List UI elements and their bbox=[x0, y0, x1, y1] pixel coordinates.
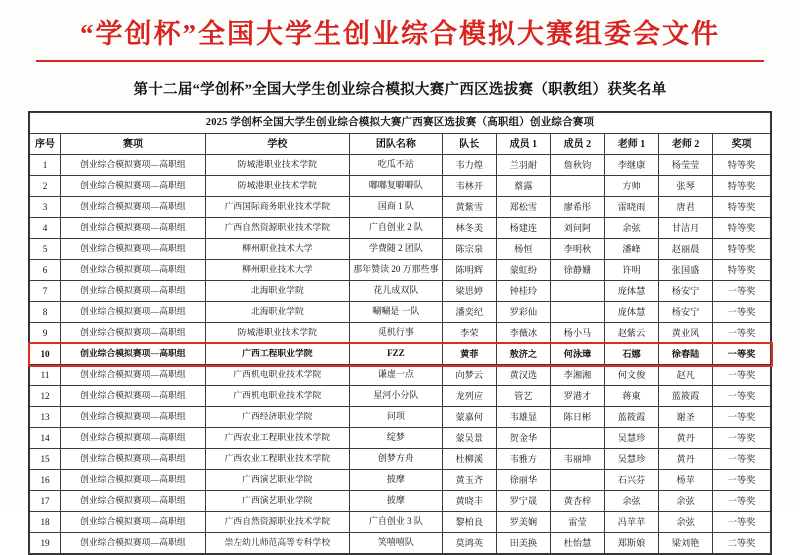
table-cell: 赵丽晨 bbox=[659, 239, 713, 260]
table-cell: 特等奖 bbox=[713, 197, 771, 218]
table-cell: 绽梦 bbox=[350, 428, 443, 449]
table-cell: 向梦云 bbox=[442, 365, 496, 386]
table-cell: 广西农业工程职业技术学院 bbox=[205, 449, 350, 470]
masthead-title: “学创杯”全国大学生创业综合模拟大赛组委会文件 bbox=[80, 19, 720, 49]
table-cell: 陈日彬 bbox=[550, 407, 604, 428]
column-header-team: 团队名称 bbox=[350, 134, 443, 155]
table-cell: 柳州职业技术大学 bbox=[205, 260, 350, 281]
column-header-teacher2: 老师 2 bbox=[659, 134, 713, 155]
table-cell: 11 bbox=[30, 365, 61, 386]
table-cell: 徐静姗 bbox=[550, 260, 604, 281]
table-cell: 韦雄显 bbox=[496, 407, 550, 428]
table-cell: 黄丹 bbox=[659, 449, 713, 470]
table-cell: 余弦 bbox=[659, 491, 713, 512]
table-row bbox=[30, 470, 771, 491]
table-cell: 特等奖 bbox=[713, 218, 771, 239]
table-row bbox=[30, 407, 771, 428]
table-cell: 二等奖 bbox=[713, 533, 771, 554]
table-cell: 罗美娴 bbox=[496, 512, 550, 533]
table-cell: 广西自然资源职业技术学院 bbox=[205, 512, 350, 533]
table-cell: 陈明辉 bbox=[442, 260, 496, 281]
table-cell: 余弦 bbox=[604, 491, 658, 512]
table-cell: 吃瓜不站 bbox=[350, 155, 443, 176]
table-subtitle: 2025 学创杯全国大学生创业综合模拟大赛广西赛区选拔赛（高职组）创业综合赛项 bbox=[30, 113, 771, 134]
table-cell: 13 bbox=[30, 407, 61, 428]
table-cell: 何泳璋 bbox=[550, 344, 604, 365]
table-cell: 广西国际商务职业技术学院 bbox=[205, 197, 350, 218]
table-row bbox=[30, 218, 771, 239]
table-cell: 罗彩仙 bbox=[496, 302, 550, 323]
column-header-index: 序号 bbox=[30, 134, 61, 155]
table-cell: 潘峰 bbox=[604, 239, 658, 260]
table-cell: 刘问阿 bbox=[550, 218, 604, 239]
table-cell: 16 bbox=[30, 470, 61, 491]
table-row bbox=[30, 386, 771, 407]
table-cell: 特等奖 bbox=[713, 239, 771, 260]
table-cell: 广西经济职业学院 bbox=[205, 407, 350, 428]
table-row bbox=[30, 344, 771, 365]
table-cell: 一等奖 bbox=[713, 323, 771, 344]
table-cell: 广西演艺职业学院 bbox=[205, 470, 350, 491]
table-cell: 谢圣 bbox=[659, 407, 713, 428]
table-cell: 敖济之 bbox=[496, 344, 550, 365]
table-cell: 黄菲 bbox=[442, 344, 496, 365]
table-cell: 徐春陆 bbox=[659, 344, 713, 365]
table-cell: 蒙吴景 bbox=[442, 428, 496, 449]
table-cell bbox=[550, 470, 604, 491]
table-cell: 广西工程职业学院 bbox=[205, 344, 350, 365]
table-cell: 创业综合模拟赛项—高职组 bbox=[61, 344, 206, 365]
table-cell: FZZ bbox=[350, 344, 443, 365]
column-header-teacher1: 老师 1 bbox=[604, 134, 658, 155]
table-cell: 黎柏良 bbox=[442, 512, 496, 533]
table-cell: 创业综合模拟赛项—高职组 bbox=[61, 407, 206, 428]
table-cell: 赵凡 bbox=[659, 365, 713, 386]
table-cell: 北海职业学院 bbox=[205, 281, 350, 302]
table-cell: 创业综合模拟赛项—高职组 bbox=[61, 428, 206, 449]
table-cell: 披摩 bbox=[350, 470, 443, 491]
table-cell: 一等奖 bbox=[713, 365, 771, 386]
table-cell: 冯苹苹 bbox=[604, 512, 658, 533]
table-cell: 防城港职业技术学院 bbox=[205, 176, 350, 197]
table-cell: 学费随 2 团队 bbox=[350, 239, 443, 260]
table-cell: 1 bbox=[30, 155, 61, 176]
table-cell: 李薇冰 bbox=[496, 323, 550, 344]
table-cell: 4 bbox=[30, 218, 61, 239]
table-cell: 19 bbox=[30, 533, 61, 554]
table-cell: 庞体慧 bbox=[604, 302, 658, 323]
masthead-divider bbox=[36, 60, 764, 62]
table-cell: 蒋東 bbox=[604, 386, 658, 407]
table-cell: 问项 bbox=[350, 407, 443, 428]
table-cell: 杨建连 bbox=[496, 218, 550, 239]
table-cell: 一等奖 bbox=[713, 512, 771, 533]
table-cell: 李湘湘 bbox=[550, 365, 604, 386]
table-cell: 15 bbox=[30, 449, 61, 470]
table-cell: 潘奕纪 bbox=[442, 302, 496, 323]
table-cell: 黄杏梓 bbox=[550, 491, 604, 512]
table-cell: 广自创业 2 队 bbox=[350, 218, 443, 239]
column-header-award: 奖项 bbox=[713, 134, 771, 155]
table-cell: 赵紫云 bbox=[604, 323, 658, 344]
table-cell: 防城港职业技术学院 bbox=[205, 155, 350, 176]
table-cell: 14 bbox=[30, 428, 61, 449]
table-cell: 笑嘻嘻队 bbox=[350, 533, 443, 554]
table-cell: 唰唰是 一队 bbox=[350, 302, 443, 323]
table-cell: 郑松雪 bbox=[496, 197, 550, 218]
page-title: 第十二届“学创杯”全国大学生创业综合模拟大赛广西区选拔赛（职教组）获奖名单 bbox=[133, 82, 667, 98]
table-cell: 一等奖 bbox=[713, 491, 771, 512]
table-cell: 7 bbox=[30, 281, 61, 302]
table-cell: 杨苹 bbox=[659, 470, 713, 491]
table-cell: 韦丽坤 bbox=[550, 449, 604, 470]
table-cell: 18 bbox=[30, 512, 61, 533]
table-row bbox=[30, 197, 771, 218]
table-cell: 雷晓雨 bbox=[604, 197, 658, 218]
table-cell: 创梦方舟 bbox=[350, 449, 443, 470]
table-cell: 创业综合模拟赛项—高职组 bbox=[61, 155, 206, 176]
table-cell: 17 bbox=[30, 491, 61, 512]
award-table bbox=[29, 112, 771, 554]
table-cell: 谦虚一点 bbox=[350, 365, 443, 386]
masthead bbox=[0, 0, 800, 62]
table-cell: 李荣 bbox=[442, 323, 496, 344]
table-subtitle-row bbox=[30, 113, 771, 134]
table-cell: 广自创业 3 队 bbox=[350, 512, 443, 533]
table-cell: 3 bbox=[30, 197, 61, 218]
table-cell: 广西农业工程职业技术学院 bbox=[205, 428, 350, 449]
table-cell: 黄丹 bbox=[659, 428, 713, 449]
table-cell: 创业综合模拟赛项—高职组 bbox=[61, 323, 206, 344]
table-cell: 许明 bbox=[604, 260, 658, 281]
table-cell: 蓝筱霞 bbox=[604, 407, 658, 428]
table-cell: 韦林开 bbox=[442, 176, 496, 197]
table-cell: 5 bbox=[30, 239, 61, 260]
table-cell: 唐君 bbox=[659, 197, 713, 218]
table-cell: 一等奖 bbox=[713, 407, 771, 428]
table-cell: 创业综合模拟赛项—高职组 bbox=[61, 218, 206, 239]
table-cell: 一等奖 bbox=[713, 470, 771, 491]
table-cell: 创业综合模拟赛项—高职组 bbox=[61, 470, 206, 491]
table-cell: 黄汉选 bbox=[496, 365, 550, 386]
column-header-captain: 队长 bbox=[442, 134, 496, 155]
table-cell: 2 bbox=[30, 176, 61, 197]
table-row bbox=[30, 323, 771, 344]
table-cell: 杨安宁 bbox=[659, 302, 713, 323]
table-cell: 蒙虹纷 bbox=[496, 260, 550, 281]
column-header-event: 赛项 bbox=[61, 134, 206, 155]
table-cell: 梁思婷 bbox=[442, 281, 496, 302]
table-row bbox=[30, 533, 771, 554]
table-cell: 蔡露 bbox=[496, 176, 550, 197]
table-cell: 庞体慧 bbox=[604, 281, 658, 302]
table-cell: 方帅 bbox=[604, 176, 658, 197]
table-cell: 星河小分队 bbox=[350, 386, 443, 407]
table-cell: 林冬美 bbox=[442, 218, 496, 239]
table-cell: 觅机行事 bbox=[350, 323, 443, 344]
table-cell: 钟桂玲 bbox=[496, 281, 550, 302]
table-cell: 石娜 bbox=[604, 344, 658, 365]
table-row bbox=[30, 155, 771, 176]
table-cell: 创业综合模拟赛项—高职组 bbox=[61, 197, 206, 218]
table-cell: 一等奖 bbox=[713, 344, 771, 365]
table-cell: 杜柳溪 bbox=[442, 449, 496, 470]
table-cell: 创业综合模拟赛项—高职组 bbox=[61, 365, 206, 386]
column-header-school: 学校 bbox=[205, 134, 350, 155]
table-cell: 何文俊 bbox=[604, 365, 658, 386]
column-header-member2: 成员 2 bbox=[550, 134, 604, 155]
table-cell: 杨恒 bbox=[496, 239, 550, 260]
table-cell: 杨小马 bbox=[550, 323, 604, 344]
table-row bbox=[30, 491, 771, 512]
table-cell: 兰羽耐 bbox=[496, 155, 550, 176]
table-cell: 创业综合模拟赛项—高职组 bbox=[61, 260, 206, 281]
table-cell: 柳州职业技术大学 bbox=[205, 239, 350, 260]
table-cell: 李继康 bbox=[604, 155, 658, 176]
table-cell: 詹秋钧 bbox=[550, 155, 604, 176]
table-cell: 8 bbox=[30, 302, 61, 323]
table-cell: 杜怡慧 bbox=[550, 533, 604, 554]
table-cell: 陈宗泉 bbox=[442, 239, 496, 260]
table-row bbox=[30, 428, 771, 449]
table-cell: 嘟嘟复噼噼队 bbox=[350, 176, 443, 197]
table-cell: 吴慧珍 bbox=[604, 428, 658, 449]
table-cell: 一等奖 bbox=[713, 302, 771, 323]
table-cell: 创业综合模拟赛项—高职组 bbox=[61, 386, 206, 407]
column-header-member1: 成员 1 bbox=[496, 134, 550, 155]
table-cell bbox=[550, 281, 604, 302]
table-cell: 一等奖 bbox=[713, 449, 771, 470]
table-cell: 李明秋 bbox=[550, 239, 604, 260]
table-row bbox=[30, 260, 771, 281]
award-table-container bbox=[28, 111, 772, 555]
table-cell: 创业综合模拟赛项—高职组 bbox=[61, 281, 206, 302]
table-cell: 广西机电职业技术学院 bbox=[205, 386, 350, 407]
table-cell: 创业综合模拟赛项—高职组 bbox=[61, 449, 206, 470]
table-row bbox=[30, 449, 771, 470]
table-cell: 甘洁月 bbox=[659, 218, 713, 239]
table-cell: 广西自然资源职业技术学院 bbox=[205, 218, 350, 239]
table-cell: 10 bbox=[30, 344, 61, 365]
table-row bbox=[30, 512, 771, 533]
table-cell: 一等奖 bbox=[713, 281, 771, 302]
table-cell: 韦力煌 bbox=[442, 155, 496, 176]
table-cell bbox=[550, 176, 604, 197]
table-row bbox=[30, 302, 771, 323]
table-cell: 罗宁晟 bbox=[496, 491, 550, 512]
table-row bbox=[30, 239, 771, 260]
table-cell: 特等奖 bbox=[713, 260, 771, 281]
table-cell: 徐丽华 bbox=[496, 470, 550, 491]
table-cell: 莫鸿英 bbox=[442, 533, 496, 554]
table-cell: 广西机电职业技术学院 bbox=[205, 365, 350, 386]
table-cell: 崇左幼儿师范高等专科学校 bbox=[205, 533, 350, 554]
table-cell: 黄业风 bbox=[659, 323, 713, 344]
table-row bbox=[30, 281, 771, 302]
table-cell: 创业综合模拟赛项—高职组 bbox=[61, 176, 206, 197]
award-table-body bbox=[30, 155, 771, 554]
table-cell: 创业综合模拟赛项—高职组 bbox=[61, 491, 206, 512]
table-cell: 黄晓丰 bbox=[442, 491, 496, 512]
table-cell: 国商 1 队 bbox=[350, 197, 443, 218]
table-cell: 蓝筱霞 bbox=[659, 386, 713, 407]
table-cell: 梁刘艳 bbox=[659, 533, 713, 554]
table-cell: 披摩 bbox=[350, 491, 443, 512]
table-cell bbox=[550, 428, 604, 449]
table-cell: 龙列应 bbox=[442, 386, 496, 407]
table-cell: 郑斯娘 bbox=[604, 533, 658, 554]
table-cell: 一等奖 bbox=[713, 386, 771, 407]
table-cell: 吴慧珍 bbox=[604, 449, 658, 470]
table-cell: 特等奖 bbox=[713, 176, 771, 197]
table-header-row bbox=[30, 134, 771, 155]
table-cell: 黄紫雪 bbox=[442, 197, 496, 218]
table-cell: 北海职业学院 bbox=[205, 302, 350, 323]
table-row bbox=[30, 365, 771, 386]
table-cell: 那年赞读 20 万那些事 bbox=[350, 260, 443, 281]
table-cell: 管艺 bbox=[496, 386, 550, 407]
table-cell: 创业综合模拟赛项—高职组 bbox=[61, 512, 206, 533]
table-cell: 杨莹莹 bbox=[659, 155, 713, 176]
table-cell: 创业综合模拟赛项—高职组 bbox=[61, 533, 206, 554]
table-cell bbox=[550, 302, 604, 323]
table-cell: 杨安宁 bbox=[659, 281, 713, 302]
table-cell: 罗港才 bbox=[550, 386, 604, 407]
table-cell: 蒙嘉何 bbox=[442, 407, 496, 428]
table-cell: 黄玉齐 bbox=[442, 470, 496, 491]
table-cell: 贺金华 bbox=[496, 428, 550, 449]
table-cell: 雷莹 bbox=[550, 512, 604, 533]
table-row bbox=[30, 176, 771, 197]
table-cell: 田美换 bbox=[496, 533, 550, 554]
table-cell: 创业综合模拟赛项—高职组 bbox=[61, 302, 206, 323]
table-cell: 特等奖 bbox=[713, 155, 771, 176]
table-cell: 花儿成双队 bbox=[350, 281, 443, 302]
table-cell: 余弦 bbox=[659, 512, 713, 533]
table-cell: 防城港职业技术学院 bbox=[205, 323, 350, 344]
table-cell: 廖希彤 bbox=[550, 197, 604, 218]
table-cell: 石兴芬 bbox=[604, 470, 658, 491]
table-cell: 一等奖 bbox=[713, 428, 771, 449]
table-cell: 张国盛 bbox=[659, 260, 713, 281]
table-cell: 广西演艺职业学院 bbox=[205, 491, 350, 512]
table-cell: 创业综合模拟赛项—高职组 bbox=[61, 239, 206, 260]
table-cell: 12 bbox=[30, 386, 61, 407]
table-cell: 9 bbox=[30, 323, 61, 344]
table-cell: 张琴 bbox=[659, 176, 713, 197]
table-cell: 余弦 bbox=[604, 218, 658, 239]
table-cell: 6 bbox=[30, 260, 61, 281]
table-cell: 韦雅方 bbox=[496, 449, 550, 470]
